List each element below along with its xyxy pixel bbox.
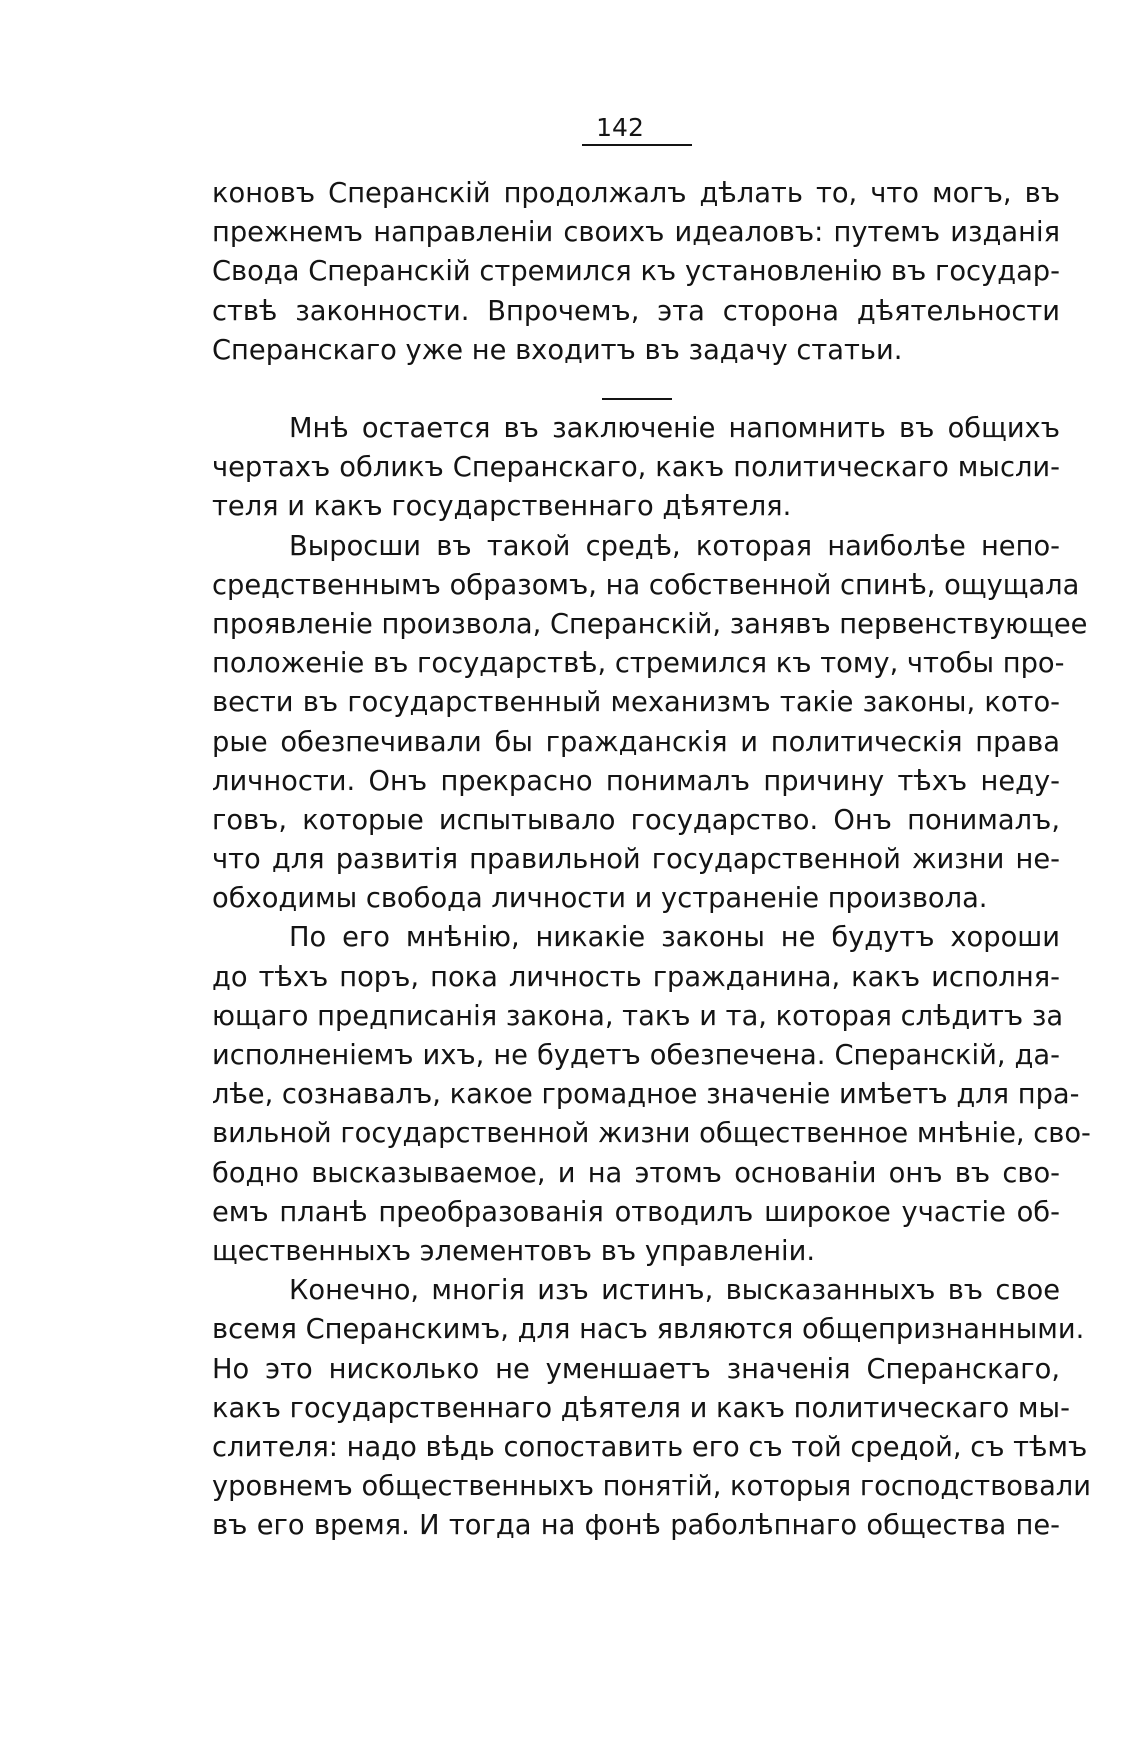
text-line: ствѣ законности. Впрочемъ, эта сторона дѣятельности	[212, 295, 1060, 327]
text-line: какъ государственнаго дѣятеля и какъ политическаго мы-	[212, 1392, 1070, 1424]
paragraph-continuation	[212, 174, 1060, 370]
text-line: лѣе, сознавалъ, какое громадное значеніе имѣетъ для пра-	[212, 1079, 1080, 1111]
text-line: всемя Сперанскимъ, для насъ являются общепризнанными.	[212, 1314, 1085, 1346]
text-line: уровнемъ общественныхъ понятій, которыя господствовали	[212, 1471, 1091, 1503]
text-line: обходимы свобода личности и устраненіе произвола.	[212, 883, 988, 915]
text-line: щественныхъ элементовъ въ управленіи.	[212, 1235, 816, 1267]
text-line: прежнемъ направленіи своихъ идеаловъ: путемъ изданія	[212, 217, 1060, 249]
text-line: коновъ Сперанскій продолжалъ дѣлать то, что могъ, въ	[212, 178, 1060, 209]
text-line: Мнѣ остается въ заключеніе напомнить въ общихъ	[289, 413, 1060, 444]
text-line: слителя: надо вѣдь сопоставить его съ той средой, съ тѣмъ	[212, 1431, 1088, 1463]
section-divider	[602, 398, 672, 400]
paragraph-opinion	[212, 918, 1091, 1271]
text-line: чертахъ обликъ Сперанскаго, какъ политическаго мысли-	[212, 452, 1060, 484]
text-line: Но это нисколько не уменшаетъ значенія Сперанскаго,	[212, 1353, 1060, 1385]
text-line: вести въ государственный механизмъ такіе законы, кото-	[212, 687, 1060, 719]
text-line: Свода Сперанскій стремился къ установленію въ государ-	[212, 256, 1060, 288]
text-line: средственнымъ образомъ, на собственной спинѣ, ощущала	[212, 569, 1080, 601]
text-line: до тѣхъ поръ, пока личность гражданина, какъ исполня-	[212, 961, 1060, 993]
text-line: Выросши въ такой средѣ, которая наиболѣе непо-	[289, 530, 1060, 562]
text-line: По его мнѣнію, никакіе законы не будутъ хороши	[289, 922, 1060, 954]
text-line: исполненіемъ ихъ, не будетъ обезпечена. Сперанскій, да-	[212, 1040, 1060, 1071]
text-block-top	[212, 174, 1060, 370]
text-line: личности. Онъ прекрасно понималъ причину тѣхъ неду-	[212, 765, 1060, 797]
text-line: теля и какъ государственнаго дѣятеля.	[212, 491, 792, 523]
text-line: въ его время. И тогда на фонѣ раболѣпнаго общества пе-	[212, 1510, 1060, 1542]
text-line: емъ планѣ преобразованія отводилъ широкое участіе об-	[212, 1196, 1060, 1228]
text-block-main	[212, 409, 1091, 1545]
page-number: 142	[596, 113, 644, 142]
paragraph-conclusion-intro	[212, 409, 1060, 527]
text-line: Конечно, многія изъ истинъ, высказанныхъ въ свое	[289, 1275, 1060, 1307]
text-line: вильной государственной жизни общественное мнѣніе, сво-	[212, 1118, 1091, 1150]
text-line: что для развитія правильной государственной жизни не-	[212, 844, 1060, 876]
text-line: ющаго предписанія закона, такъ и та, которая слѣдитъ за	[212, 1000, 1064, 1032]
paragraph-truths	[212, 1271, 1091, 1545]
page-number-rule	[582, 144, 692, 146]
text-line: Сперанскаго уже не входитъ въ задачу статьи.	[212, 334, 903, 366]
text-line: проявленіе произвола, Сперанскій, занявъ первенствующее	[212, 608, 1088, 640]
text-line: говъ, которые испытывало государство. Онъ понималъ,	[212, 804, 1060, 836]
text-line: положеніе въ государствѣ, стремился къ тому, чтобы про-	[212, 648, 1065, 680]
paragraph-environment	[212, 527, 1088, 919]
text-line: бодно высказываемое, и на этомъ основаніи онъ въ сво-	[212, 1157, 1060, 1189]
text-line: рые обезпечивали бы гражданскія и политическія права	[212, 726, 1060, 758]
